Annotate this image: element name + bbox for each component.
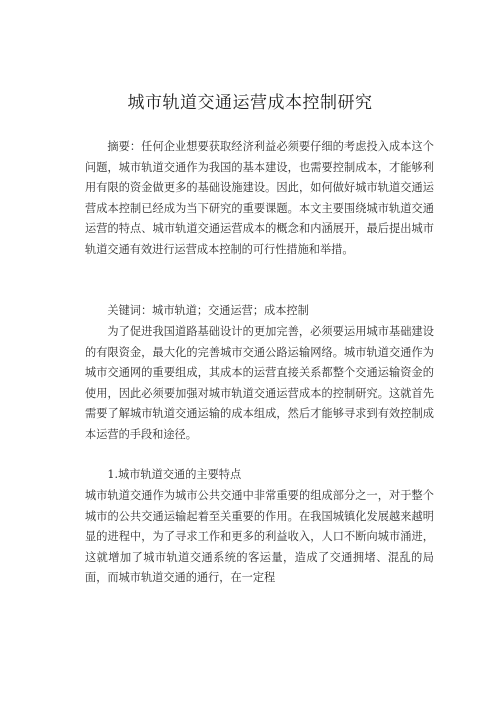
section-heading: 1.城市轨道交通的主要特点 — [107, 468, 242, 481]
keywords-line: 关键词：城市轨道；交通运营；成本控制 — [107, 304, 309, 317]
section-paragraph: 城市轨道交通作为城市公共交通中非常重要的组成部分之一，对于整个城市的公共交通运输起着至关重要的作用。在我国城镇化发展越来越明显的进程中，为了寻求工作和更多的利益收入，人口不断向城市涌进，这就增加了城市轨道交通系统的客运量，造成了交通拥堵、混乱的局面，而城市轨道交通的通行，在一定程 — [85, 489, 434, 584]
abstract-paragraph: 摘要：任何企业想要获取经济利益必须要仔细的考虑投入成本这个问题，城市轨道交通作为我国的基本建设，也需要控制成本，才能够利用有限的资金做更多的基础设施建设。因此，如何做好城市轨道交通运营成本控制已经成为当下研究的重要课题。本文主要围绕城市轨道交通运营的特点、城市轨道交通运营成本的概念和内涵展开，最后提出城市轨道交通有效进行运营成本控制的可行性措施和举措。 — [85, 140, 434, 256]
document-title: 城市轨道交通运营成本控制研究 — [127, 93, 373, 113]
intro-paragraph: 为了促进我国道路基础设计的更加完善，必须要运用城市基础建设的有限资金，最大化的完善城市交通公路运输网络。城市轨道交通作为城市交通网的重要组成，其成本的运营直接关系都整个交通运输资金的使用，因此必须要加强对城市轨道交通运营成本的控制研究。这就首先需要了解城市轨道交通运输的成本组成，然后才能够寻求到有效控制成本运营的手段和途径。 — [85, 325, 434, 441]
